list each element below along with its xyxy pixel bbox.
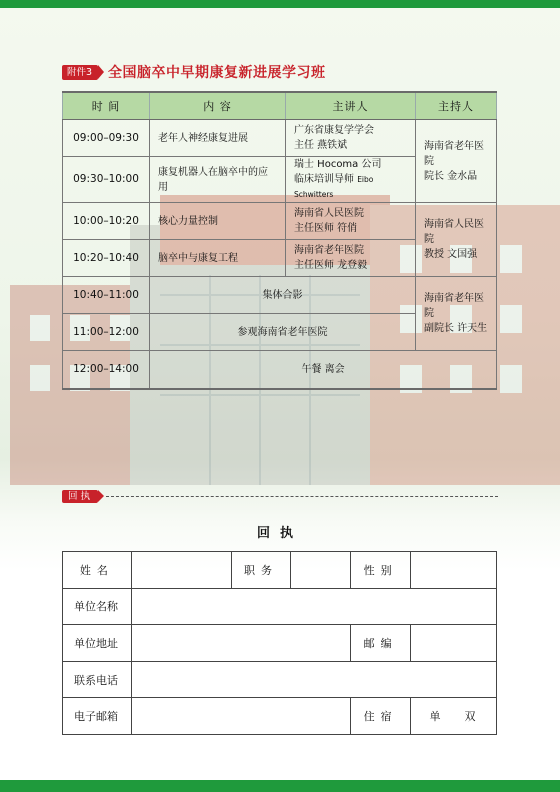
host-org: 海南省人民医院 [424,219,484,245]
form-row [63,588,497,625]
speaker-cell [286,240,416,277]
time-cell: 12:00–14:00 [63,351,150,390]
table-row [63,120,497,157]
speaker-cell [286,120,416,157]
bottom-green-bar [0,780,560,792]
speaker-latin-name: Eibo Schwitters [294,175,374,199]
reply-form-title: 回执 [256,526,303,541]
column-header-content: 内 容 [150,92,286,120]
content-cell: 康复机器人在脑卒中的应用 [150,157,286,203]
postcode-label: 邮编 [351,625,411,662]
host-name: 院长 金水晶 [424,170,478,182]
speaker-org: 广东省康复学学会 [294,125,374,136]
schedule-table [62,91,497,390]
content-cell: 参观海南省老年医院 [150,314,416,351]
reply-divider [62,490,498,504]
position-field[interactable] [291,552,351,589]
time-cell: 11:00–12:00 [63,314,150,351]
gender-label: 性别 [351,552,411,589]
speaker-name [294,172,407,202]
phone-label: 联系电话 [63,661,132,698]
column-header-speaker: 主讲人 [286,92,416,120]
name-label: 姓名 [63,552,132,589]
content-cell: 老年人神经康复进展 [150,120,286,157]
host-name: 教授 文国强 [424,249,478,260]
gender-field[interactable] [411,552,497,589]
registration-form [62,551,497,735]
section-heading [62,62,326,82]
email-field[interactable] [131,698,350,735]
speaker-org: 瑞士 Hocoma 公司 [294,159,382,170]
table-row [63,277,497,314]
host-cell [416,277,497,351]
form-row [63,552,497,589]
time-cell: 09:00–09:30 [63,120,150,157]
table-row [63,351,497,390]
host-name: 副院长 许天生 [424,323,488,334]
speaker-name: 主任医师 符俏 [294,223,358,234]
form-row [63,698,497,735]
org-name-field[interactable] [131,588,496,625]
column-header-time: 时 间 [63,92,150,120]
time-cell: 10:00–10:20 [63,203,150,240]
schedule-header-row [63,92,497,120]
email-label: 电子邮箱 [63,698,132,735]
reply-tag: 回 执 [62,490,98,503]
position-label: 职务 [231,552,291,589]
org-address-field[interactable] [131,625,350,662]
lodging-label: 住宿 [351,698,411,735]
form-row [63,661,497,698]
postcode-field[interactable] [411,625,497,662]
speaker-cell [286,157,416,203]
content-cell: 核心力量控制 [150,203,286,240]
content-cell: 集体合影 [150,277,416,314]
speaker-org: 海南省老年医院 [294,245,364,256]
content-cell: 脑卒中与康复工程 [150,240,286,277]
form-row [63,625,497,662]
name-field[interactable] [131,552,231,589]
lodging-options[interactable]: 单 双 [411,698,497,735]
speaker-cell [286,203,416,240]
org-name-label: 单位名称 [63,588,132,625]
table-row [63,203,497,240]
speaker-title: 临床培训导师 [294,174,358,185]
top-green-bar [0,0,560,8]
host-org: 海南省老年医院 [424,293,484,319]
speaker-name: 主任医师 龙登毅 [294,260,368,271]
host-cell [416,120,497,203]
time-cell: 10:40–11:00 [63,277,150,314]
time-cell: 10:20–10:40 [63,240,150,277]
phone-field[interactable] [131,661,496,698]
host-org: 海南省老年医院 [424,140,484,167]
org-address-label: 单位地址 [63,625,132,662]
host-cell [416,203,497,277]
dashed-cut-line [106,496,498,497]
column-header-host: 主持人 [416,92,497,120]
content-cell: 午餐 离会 [150,351,497,390]
speaker-org: 海南省人民医院 [294,208,364,219]
attachment-tag: 附件3 [62,65,98,80]
speaker-name: 主任 燕铁斌 [294,140,348,151]
page-title: 全国脑卒中早期康复新进展学习班 [108,65,326,81]
time-cell: 09:30–10:00 [63,157,150,203]
